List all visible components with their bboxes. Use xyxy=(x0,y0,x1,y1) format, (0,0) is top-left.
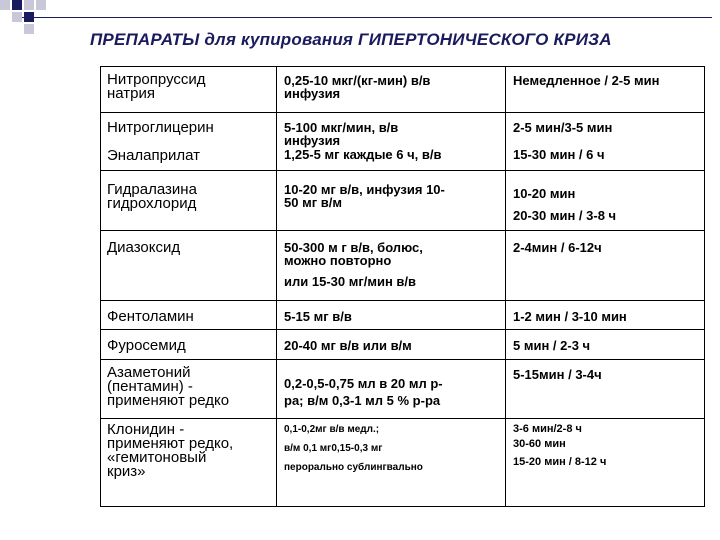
header-divider xyxy=(22,17,712,18)
onset-cell: 2-4мин / 6-12ч xyxy=(513,240,602,255)
onset-cell: 10-20 мин 20-30 мин / 3-8 ч xyxy=(513,186,617,223)
drug-name-cell: Нитроглицерин Эналаприлат xyxy=(107,119,214,164)
dose-cell: 20-40 мг в/в или в/м xyxy=(284,338,412,353)
drug-name-cell: Клонидин - применяют редко, «гемитоновый криз» xyxy=(107,421,234,480)
dose-cell: 0,1-0,2мг в/в медл.; в/м 0,1 мг0,15-0,3 мг перорально сублингвально xyxy=(284,424,423,473)
table-row xyxy=(101,171,704,231)
dose-cell: 10-20 мг в/в, инфузия 10- 50 мг в/м xyxy=(284,182,445,210)
dose-cell: 0,2-0,5-0,75 мл в 20 мл р- ра; в/м 0,3-1 мл 5 % р-ра xyxy=(284,376,443,408)
table-row xyxy=(101,301,704,330)
drug-name-cell: Фуросемид xyxy=(107,337,186,354)
onset-cell: 5-15мин / 3-4ч xyxy=(513,367,602,382)
table-row xyxy=(101,330,704,360)
drug-name-cell: Азаметоний (пентамин) - применяют редко xyxy=(107,364,230,409)
dose-cell: 0,25-10 мкг/(кг-мин) в/в инфузия xyxy=(284,73,431,101)
dose-cell: 5-100 мкг/мин, в/в инфузия 1,25-5 мг каждые 6 ч, в/в xyxy=(284,120,442,162)
drug-name-cell: Фентоламин xyxy=(107,308,194,325)
table-row xyxy=(101,113,704,171)
drug-table xyxy=(100,66,705,507)
onset-cell: 2-5 мин/3-5 мин 15-30 мин / 6 ч xyxy=(513,120,613,162)
drug-name-cell: Нитропруссид натрия xyxy=(107,71,206,102)
column-divider xyxy=(505,67,506,506)
onset-cell: Немедленное / 2-5 мин xyxy=(513,73,660,88)
page-title: ПРЕПАРАТЫ для купирования ГИПЕРТОНИЧЕСКОГО КРИЗА xyxy=(90,30,612,49)
table-row xyxy=(101,67,704,113)
onset-cell: 1-2 мин / 3-10 мин xyxy=(513,309,627,324)
drug-name-cell: Гидралазина гидрохлорид xyxy=(107,181,197,212)
table-row xyxy=(101,360,704,419)
drug-name-cell: Диазоксид xyxy=(107,239,181,256)
dose-cell: 5-15 мг в/в xyxy=(284,309,352,324)
table-row xyxy=(101,231,704,301)
onset-cell: 5 мин / 2-3 ч xyxy=(513,338,591,353)
onset-cell: 3-6 мин/2-8 ч 30-60 мин 15-20 мин / 8-12 ч xyxy=(513,423,607,468)
table-row xyxy=(101,419,704,508)
dose-cell: 50-300 м г в/в, болюс, можно повторно или 15-30 мг/мин в/в xyxy=(284,240,423,289)
column-divider xyxy=(276,67,277,506)
